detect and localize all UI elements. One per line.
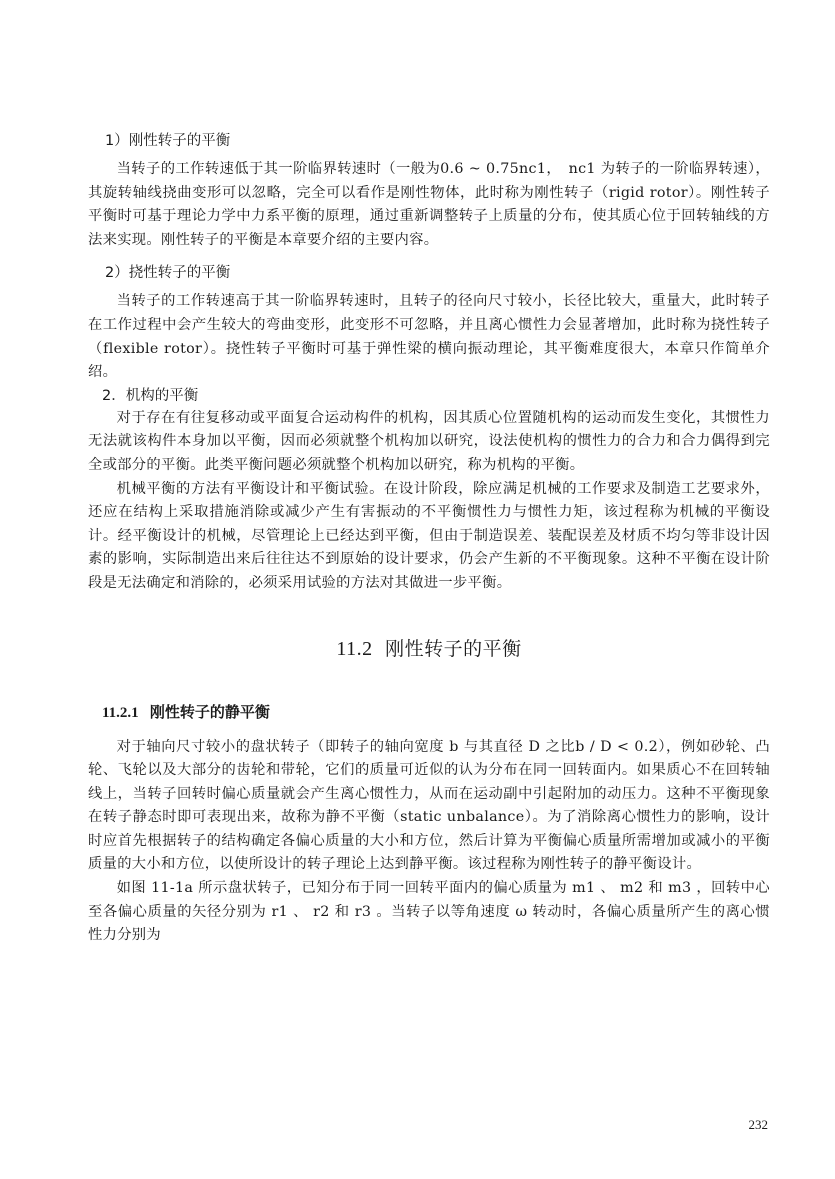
subsection-title: 刚性转子的静平衡 bbox=[149, 702, 270, 721]
paragraph-flexible-rotor: 当转子的工作转速高于其一阶临界转速时，且转子的径向尺寸较小，长径比较大，重量大，此时转子在工作过程中会产生较大的弯曲变形，此变形不可忽略，并且离心惯性力会显著增加，此时称为挠性转子（flexible rotor）。挠性转子平衡时可基于弹性梁的横向振动理论，其平衡难度很大，本章只作简单介绍。 bbox=[88, 293, 770, 381]
paragraph-mechanism-2: 机械平衡的方法有平衡设计和平衡试验。在设计阶段，除应满足机械的工作要求及制造工艺要求外，还应在结构上采取措施消除或减少产生有害振动的不平衡惯性力与惯性力矩，该过程称为机械的平衡设计。经平衡设计的机械，尽管理论上已经达到平衡，但由于制造误差、装配误差及材质不均匀等非设计因素的影响，实际制造出来后往往达不到原始的设计要求，仍会产生新的不平衡现象。这种不平衡在设计阶段是无法确定和消除的，必须采用试验的方法对其做进一步平衡。 bbox=[88, 480, 770, 591]
document-page bbox=[88, 124, 770, 948]
section-number: 11.2 bbox=[336, 637, 373, 660]
heading-mechanism-balance: 2．机构的平衡 bbox=[102, 387, 199, 404]
paragraph-static-balance-1: 对于轴向尺寸较小的盘状转子（即转子的轴向宽度 b 与其直径 D 之比b / D < 0.2），例如砂轮、凸轮、飞轮以及大部分的齿轮和带轮，它们的质量可近似的认为分布在同一回转面内。如果质心不在回转轴线上，当转子回转时偏心质量就会产生离心惯性力，从而在运动副中引起附加的动压力。这种不平衡现象在转子静态时即可表现出来，故称为静不平衡（static unbalance）。为了消除离心惯性力的影响，设计时应首先根据转子的结构确定各偏心质量的大小和方位，然后计算为平衡偏心质量所需增加或减小的平衡质量的大小和方位，以使所设计的转子理论上达到静平衡。该过程称为刚性转子的静平衡设计。 bbox=[88, 738, 770, 873]
heading-rigid-rotor-balance: 1）刚性转子的平衡 bbox=[105, 133, 231, 149]
section-heading bbox=[88, 634, 770, 661]
page-number: 232 bbox=[748, 1117, 768, 1132]
heading-flexible-rotor-balance: 2）挠性转子的平衡 bbox=[105, 265, 231, 282]
subsection-number: 11.2.1 bbox=[102, 704, 139, 721]
section-title: 刚性转子的平衡 bbox=[385, 637, 522, 660]
paragraph-rigid-rotor: 当转子的工作转速低于其一阶临界转速时（一般为0.6 ~ 0.75nc1， nc1 为转子的一阶临界转速），其旋转轴线挠曲变形可以忽略，完全可以看作是刚性物体，此时称为刚性转子（rigid rotor）。刚性转子平衡时可基于理论力学中力系平衡的原理，通过重新调整转子上质量的分布，使其质心位于回转轴线的方法来实现。刚性转子的平衡是本章要介绍的主要内容。 bbox=[88, 161, 770, 248]
paragraph-mechanism-1: 对于存在有往复移动或平面复合运动构件的机构，因其质心位置随机构的运动而发生变化，其惯性力无法就该构件本身加以平衡，因而必须就整个机构加以研究，设法使机构的惯性力的合力和合力偶得到完全或部分的平衡。此类平衡问题必须就整个机构加以研究，称为机构的平衡。 bbox=[88, 409, 770, 473]
paragraph-static-balance-2: 如图 11-1a 所示盘状转子，已知分布于同一回转平面内的偏心质量为 m1 、 m2 和 m3 ，回转中心至各偏心质量的矢径分别为 r1 、 r2 和 r3 。当转子以等角速度 ω 转动时，各偏心质量所产生的离心惯性力分别为 bbox=[88, 880, 770, 944]
subsection-heading bbox=[102, 701, 770, 722]
